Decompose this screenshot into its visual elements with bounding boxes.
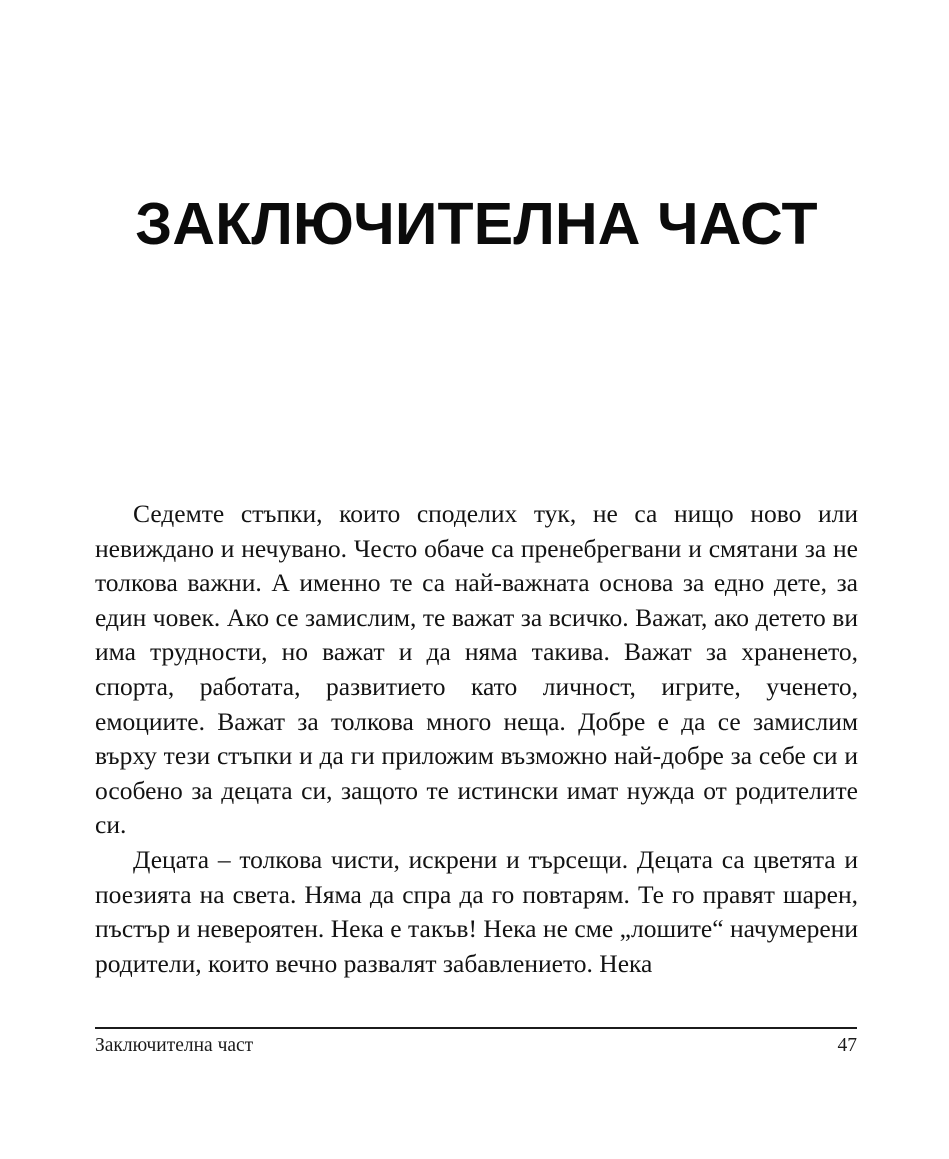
footer-running-title: Заключителна част bbox=[95, 1035, 254, 1056]
footer-divider bbox=[95, 1027, 857, 1029]
footer-page-number: 47 bbox=[837, 1035, 857, 1056]
page-footer bbox=[95, 1027, 857, 1058]
body-paragraph-2: Децата – толкова чисти, искрени и търсещи. Децата са цветята и поезията на света. Няма да спра да го повтарям. Те го правят шарен, пъстър и невероятен. Нека е такъв! Нека не сме „лошите“ начумерени родители, които вечно развалят забавлението. Нека bbox=[95, 844, 858, 978]
body-paragraph-1: Седемте стъпки, които споделих тук, не са нищо ново или невиждано и нечувано. Често обаче са пренебрегвани и смятани за не толкова важни. А именно те са най-важната основа за едно дете, за един човек. Ако се замислим, те важат за всичко. Важат, ако детето ви има трудности, но важат и да няма такива. Важат за храненето, спорта, работата, развитието като личност, игрите, ученето, емоциите. Важат за толкова много неща. Добре е да се замислим върху тези стъпки и да ги приложим възможно най-добре за себе си и особено за децата си, защото те истински имат нужда от родителите си. bbox=[95, 499, 858, 840]
footer-row bbox=[95, 1034, 857, 1058]
body-text-block bbox=[95, 497, 858, 981]
page-title: ЗАКЛЮЧИТЕЛНА ЧАСТ bbox=[135, 191, 818, 257]
